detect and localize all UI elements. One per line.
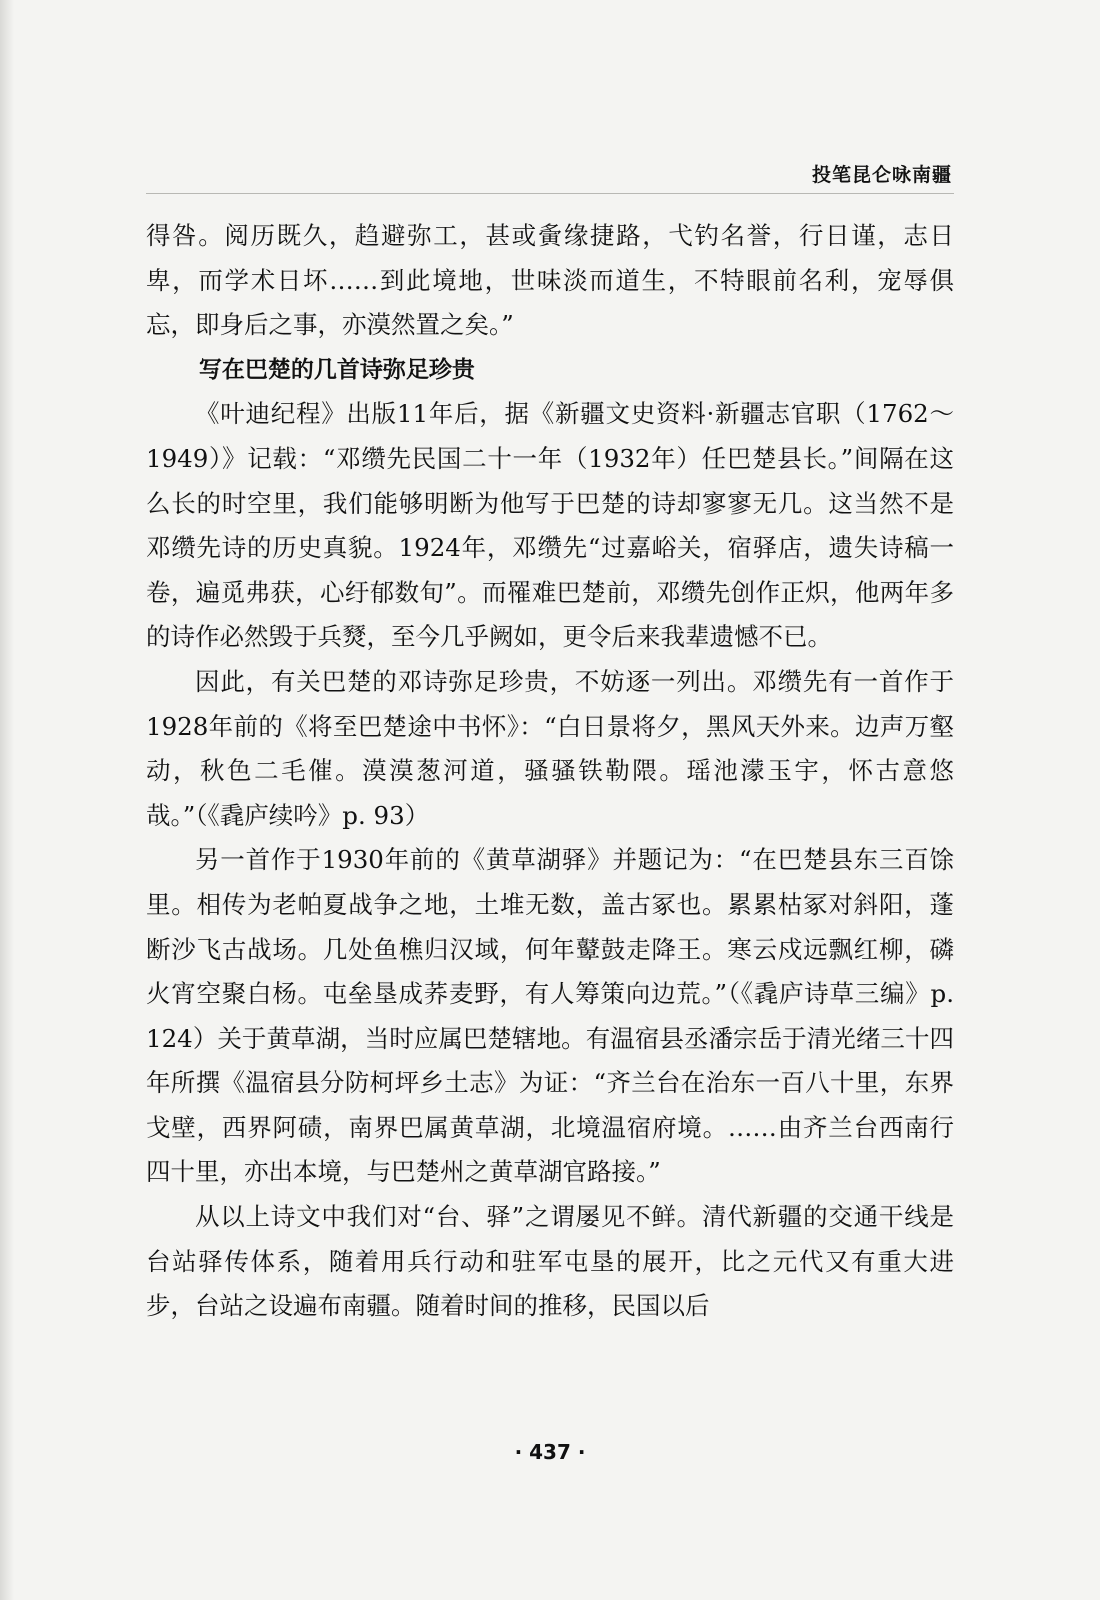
section-heading: 写在巴楚的几首诗弥足珍贵 [198,356,475,383]
paragraph: 《叶迪纪程》出版11年后，据《新疆文史资料·新疆志官职（1762～1949）》记载：“邓缵先民国二十一年（1932年）任巴楚县长。”间隔在这么长的时空里，我们能够明断为他写于巴楚的诗却寥寥无几。这当然不是邓缵先诗的历史真貌。1924年，邓缵先“过嘉峪关，宿驿店，遗失诗稿一卷，遍觅弗获，心纡郁数旬”。而罹难巴楚前，邓缵先创作正炽，他两年多的诗作必然毁于兵燹，至今几乎阙如，更令后来我辈遗憾不已。 [146,399,954,652]
page-number: · 437 · [514,1440,586,1464]
scan-edge [0,0,14,1600]
paragraph: 从以上诗文中我们对“台、驿”之谓屡见不鲜。清代新疆的交通干线是台站驿传体系，随着用兵行动和驻军屯垦的展开，比之元代又有重大进步，台站之设遍布南疆。随着时间的推移，民国以后 [146,1202,954,1321]
paragraph: 另一首作于1930年前的《黄草湖驿》并题记为：“在巴楚县东三百馀里。相传为老帕夏战争之地，土堆无数，盖古冢也。累累枯冢对斜阳，蓬断沙飞古战场。几处鱼樵归汉域，何年鼙鼓走降王。寒云戍远飘红柳，磷火宵空聚白杨。屯垒垦成荞麦野，有人筹策向边荒。”（《毳庐诗草三编》p. 124）关于黄草湖，当时应属巴楚辖地。有温宿县丞潘宗岳于清光绪三十四年所撰《温宿县分防柯坪乡土志》为证：“齐兰台在治东一百八十里，东界戈壁，西界阿碛，南界巴属黄草湖，北境温宿府境。……由齐兰台西南行四十里，亦出本境，与巴楚州之黄草湖官路接。” [146,845,954,1187]
running-head: 投笔昆仑咏南疆 [811,164,952,186]
header-rule [146,193,954,194]
paragraph: 因此，有关巴楚的邓诗弥足珍贵，不妨逐一列出。邓缵先有一首作于1928年前的《将至巴楚途中书怀》：“白日景将夕，黑风天外来。边声万壑动，秋色二毛催。漠漠葱河道，骚骚铁勒隈。瑶池濛玉宇，怀古意悠哉。”（《毳庐续吟》p. 93） [146,666,954,830]
body-text [146,214,954,1329]
paragraph-continued: 得咎。阅历既久，趋避弥工，甚或夤缘捷路，弋钓名誉，行日谨，志日卑，而学术日坏……到此境地，世味淡而道生，不特眼前名利，宠辱俱忘，即身后之事，亦漠然置之矣。” [146,221,954,340]
